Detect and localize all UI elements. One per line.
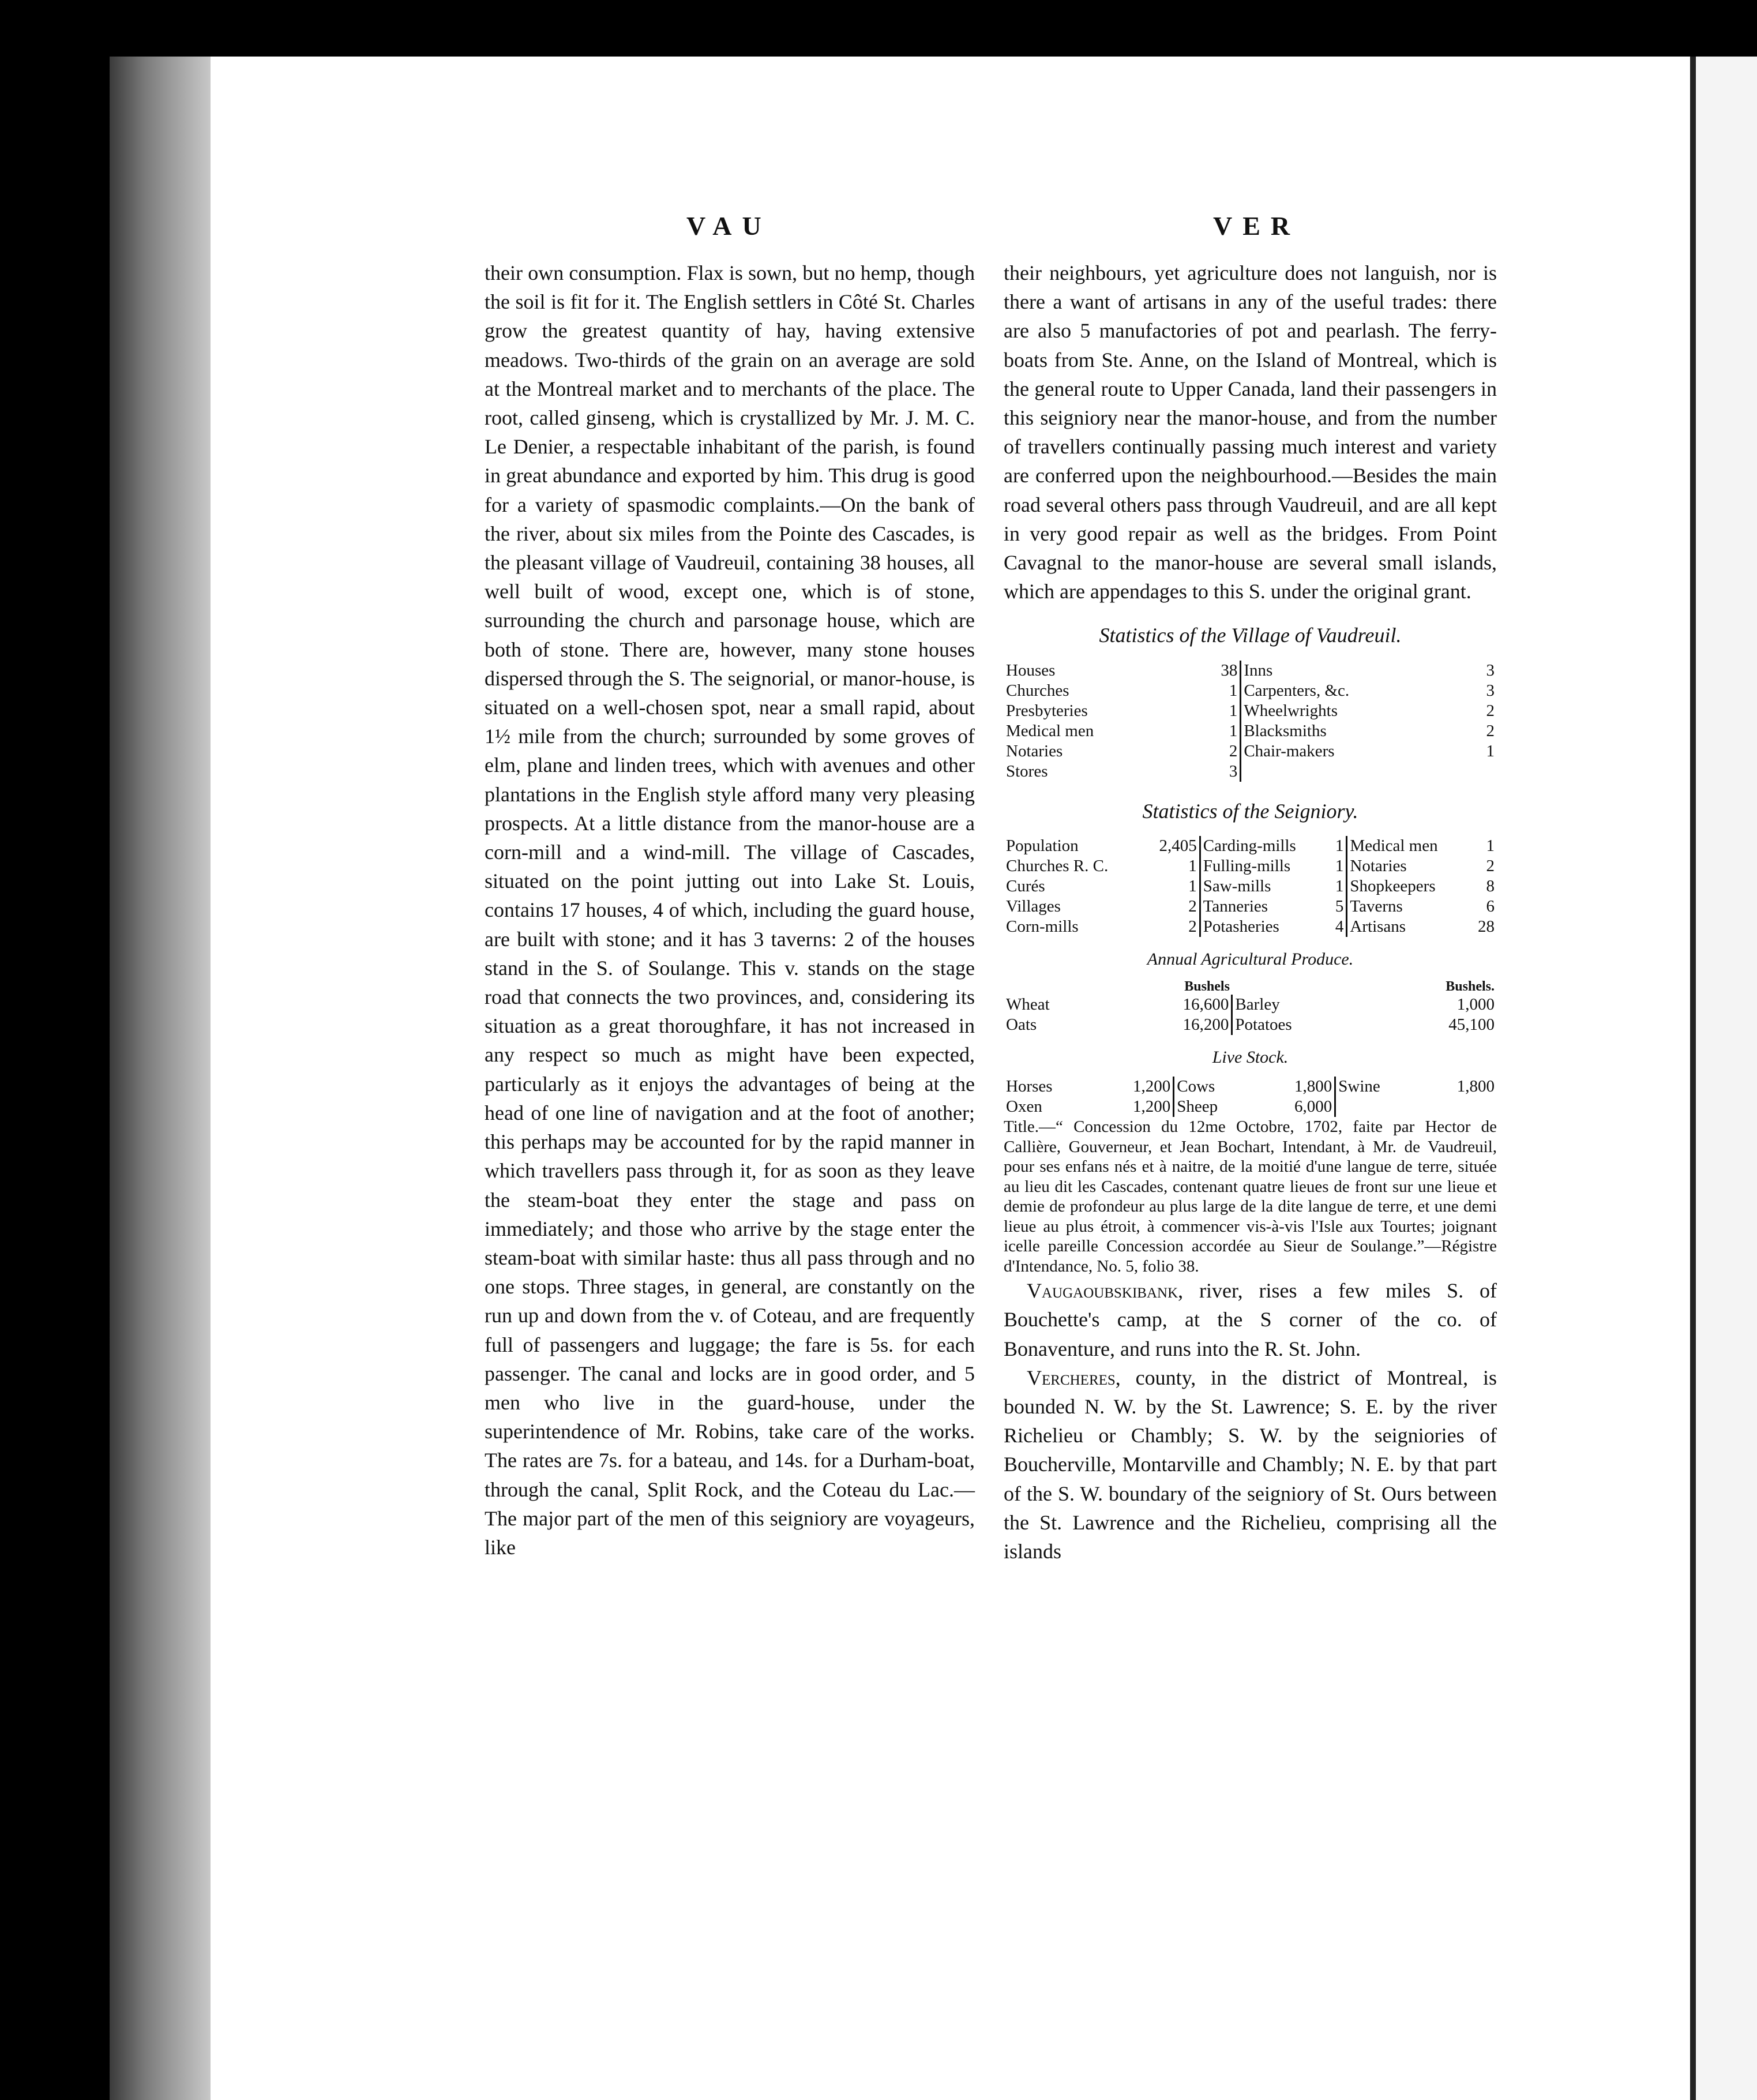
table-row [1004,917,1497,937]
entry-text: county, in the district of Montreal, is bounded N. W. by the St. Lawrence; S. E. by the river Richelieu or Chambly; S. W. by the seigniories of Boucherville, Montarville and Chambly; N. E. by that part of the S. W. boundary of the seigniory of St. Ours between the St. Lawrence and the Richelieu, comprising all the islands [1004,1366,1497,1563]
table-cell: Cows [1177,1077,1215,1096]
table-cell: 3 [1486,681,1495,700]
table-cell: Carpenters, &c. [1244,681,1350,700]
table-cell: 1,000 [1456,995,1495,1014]
table-cell: Bushels. [1446,979,1495,995]
table-cell: Oats [1006,1015,1037,1034]
table-cell: Barley [1235,995,1280,1014]
table-cell: 2 [1486,856,1495,875]
table-row [1004,995,1497,1015]
table-cell: 5 [1329,897,1347,917]
table-cell: Chair-makers [1244,741,1335,760]
table-cell: 8 [1486,876,1495,895]
seigniory-stats-title: Statistics of the Seigniory. [1142,799,1358,823]
left-column [485,258,975,1562]
table-cell: 1,200 [1096,1097,1174,1117]
table-row [1004,856,1497,876]
table-cell: 38 [1195,661,1241,681]
table-cell: 1 [1195,701,1241,721]
table-cell: Fulling-mills [1203,856,1291,875]
table-cell: 3 [1486,661,1495,680]
left-body-text: their own consumption. Flax is sown, but no hemp, though the soil is fit for it. The English settlers in Côté St. Charles grow the greatest quantity of hay, having extensive meadows. Two-thirds of the grain on an average are sold at the Montreal market and to merchants of the place. The root, called ginseng, which is crystallized by Mr. J. M. C. Le Denier, a respectable inhabitant of the parish, is found in great abundance and exported by him. This drug is good for a variety of spasmodic complaints.—On the bank of the river, about six miles from the Pointe des Cascades, is the pleasant village of Vaudreuil, containing 38 houses, all well built of wood, except one, which is of stone, surrounding the church and parsonage house, which are both of stone. There are, however, many stone houses dispersed through the S. The seignorial, or manor-house, is situated on a well-chosen spot, near a small rapid, about 1½ mile from the church; surrounded by some groves of elm, plane and linden trees, which with avenues and other plantations in the English style afford many very pleasing prospects. At a little distance from the manor-house are a corn-mill and a wind-mill. The village of Cascades, situated on the point jutting out into Lake St. Louis, contains 17 houses, 4 of which, including the guard house, are built with stone; and it has 3 taverns: 2 of the houses stand in the S. of Soulange. This v. stands on the stage road that connects the two provinces, and, considering its situation as a great thoroughfare, it has not increased in any respect so much as might have been expected, particularly as it enjoys the advantages of being at the head of one line of navigation and at the foot of another; this perhaps may be accounted for by the rapid manner in which travellers pass through it, for as soon as they leave the steam-boat they enter the stage and pass on immediately; and those who arrive by the stage enter the steam-boat with similar haste: thus all pass through and no one stops. Three stages, in general, are constantly on the run up and down from the v. of Coteau, and are frequently full of passengers and luggage; the fare is 5s. for each passenger. The canal and locks are in good order, and 5 men who live in the guard-house, under the superintendence of Mr. Robins, take care of the works. The rates are 7s. for a bateau, and 14s. for a Durham-boat, through the canal, Split Rock, and the Coteau du Lac.—The major part of the men of this seigniory are voyageurs, like [485,261,975,1559]
table-cell: 1 [1329,856,1347,876]
running-head-left: VAU [686,211,772,241]
table-cell: 1 [1329,876,1347,897]
table-row [1004,1015,1497,1035]
table-row [1004,701,1497,721]
table-cell [1232,978,1375,995]
table-cell: 1 [1143,856,1200,876]
table-cell: 16,200 [1114,1015,1232,1035]
village-stats-table [1004,661,1497,782]
table-cell: 1 [1195,681,1241,701]
entry-vercheres [1004,1363,1497,1566]
table-cell: Stores [1006,762,1048,781]
entry-heading: Vercheres, [1027,1366,1121,1389]
table-cell: Potasheries [1203,917,1279,936]
table-cell: Bushels [1184,979,1230,995]
table-cell: 1 [1486,741,1495,760]
entry-vaugaoubskibank [1004,1276,1497,1363]
livestock-title: Live Stock. [1212,1048,1289,1067]
table-cell: Oxen [1006,1097,1042,1116]
table-row [1004,762,1497,782]
table-cell: Churches [1006,681,1069,700]
table-cell: Artisans [1350,917,1406,936]
table-cell: Notaries [1006,741,1063,760]
table-cell: Inns [1244,661,1273,680]
entry-heading: Vaugaoubskibank, [1027,1279,1184,1303]
table-cell: 6,000 [1257,1097,1335,1117]
table-cell: 4 [1329,917,1347,937]
table-cell: Houses [1006,661,1056,680]
table-cell: Medical men [1350,836,1438,855]
table-cell: 1 [1329,836,1347,856]
table-row [1004,1077,1497,1097]
table-row [1004,876,1497,897]
table-cell: Villages [1006,897,1061,916]
table-cell: Taverns [1350,897,1403,916]
table-cell [1421,1097,1497,1117]
table-row [1004,978,1497,995]
table-cell: 45,100 [1448,1015,1495,1034]
page-gap [1690,57,1696,2100]
table-cell: Sheep [1177,1097,1218,1116]
table-cell: Population [1006,836,1079,855]
table-cell: Potatoes [1235,1015,1292,1034]
table-cell: Carding-mills [1203,836,1296,855]
table-row [1004,836,1497,856]
table-row [1004,897,1497,917]
table-row [1004,661,1497,681]
table-cell: 1 [1486,836,1495,855]
table-cell: 16,600 [1114,995,1232,1015]
table-cell: Tanneries [1203,897,1268,916]
table-cell: Churches R. C. [1006,856,1109,875]
next-page-edge [1696,57,1757,2100]
table-row [1004,741,1497,762]
title-note: Title.—“ Concession du 12me Octobre, 1702, faite par Hector de Callière, Gouverneur, et Jean Bochart, Intendant, à Mr. de Vaudreuil, pour ses enfans nés et à naitre, de la moitié d'une langue de terre, située au lieu dit les Cascades, contenant quatre lieues de front sur une lieue et demie de profondeur au plus large de la dite langue de terre, et une demi lieue au plus étroit, à commencer vis-à-vis l'Isle aux Tourtes; joignant icelle pareille Concession accordée au Sieur de Soulange.”—Régistre d'Intendance, No. 5, folio 38. [1004,1118,1497,1276]
table-cell: 1 [1195,721,1241,741]
table-cell: 2 [1486,721,1495,740]
seigniory-stats-table [1004,836,1497,937]
table-cell: Saw-mills [1203,876,1271,895]
table-cell: 2,405 [1143,836,1200,856]
table-cell: Blacksmiths [1244,721,1327,740]
table-cell: Presbyteries [1006,701,1088,720]
entry-text: river, rises a few miles S. of Bouchette's camp, at the S corner of the co. of Bonaventure, and runs into the R. St. John. [1004,1279,1497,1360]
table-cell: Medical men [1006,721,1094,740]
book-spine [110,57,211,2100]
table-cell: Notaries [1350,856,1407,875]
table-cell [1335,1097,1421,1117]
table-cell: 2 [1143,917,1200,937]
table-cell: 1 [1143,876,1200,897]
table-cell [1241,762,1470,782]
table-cell: Corn-mills [1006,917,1079,936]
table-cell: Shopkeepers [1350,876,1436,895]
produce-table [1004,978,1497,1035]
table-cell: 28 [1478,917,1495,936]
table-cell: Wheat [1006,995,1050,1014]
table-cell: 3 [1195,762,1241,782]
right-column [1004,258,1497,1566]
table-row [1004,721,1497,741]
table-cell: 6 [1486,897,1495,916]
village-stats-title: Statistics of the Village of Vaudreuil. [1099,624,1402,647]
table-cell: Wheelwrights [1244,701,1338,720]
table-row [1004,681,1497,701]
table-cell: 1,800 [1257,1077,1335,1097]
table-cell: 2 [1143,897,1200,917]
table-row [1004,1097,1497,1117]
table-cell [1004,978,1114,995]
table-cell: 1,200 [1096,1077,1174,1097]
right-body-text: their neighbours, yet agriculture does not languish, nor is there a want of artisans in any of the useful trades: there are also 5 manufactories of pot and pearlash. The ferry-boats from Ste. Anne, on the Island of Montreal, which is the general route to Upper Canada, land their passengers in this seigniory near the manor-house, and from the number of travellers continually passing much interest and variety are conferred upon the neighbourhood.—Besides the main road several others pass through Vaudreuil, and are all kept in very good repair as well as the bridges. From Point Cavagnal to the manor-house are several small islands, which are appendages to this S. under the original grant. [1004,261,1497,603]
table-cell: 1,800 [1456,1077,1495,1096]
table-cell [1470,762,1497,782]
livestock-table [1004,1077,1497,1117]
produce-title: Annual Agricultural Produce. [1147,949,1354,969]
table-cell: Curés [1006,876,1045,895]
table-cell: 2 [1195,741,1241,762]
table-cell: 2 [1486,701,1495,720]
table-cell: Horses [1006,1077,1053,1096]
running-head-right: VER [1213,211,1301,241]
table-cell: Swine [1338,1077,1380,1096]
